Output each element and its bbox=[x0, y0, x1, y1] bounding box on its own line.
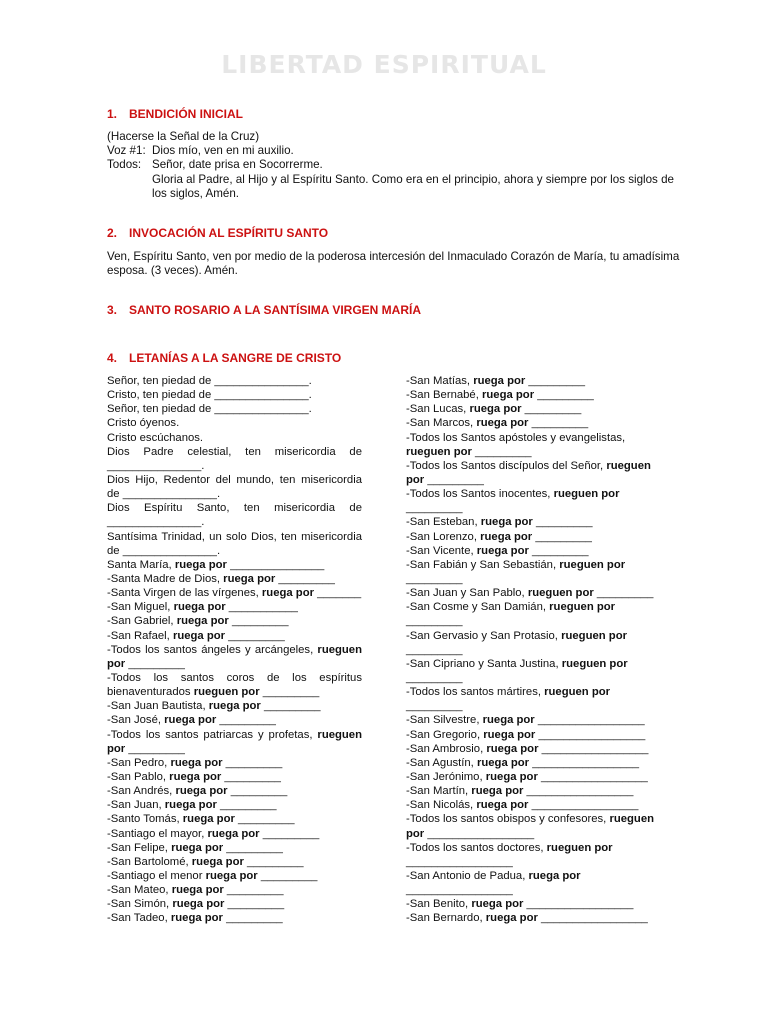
section-heading-rosario bbox=[107, 303, 421, 317]
litany-line bbox=[406, 402, 656, 416]
litany-line bbox=[406, 416, 656, 430]
fill-blank: _________ bbox=[259, 686, 320, 699]
litany-line bbox=[107, 855, 362, 869]
litany-response: ruega por bbox=[182, 813, 235, 826]
fill-blank: _________________ bbox=[528, 799, 639, 812]
litany-text: -San Gregorio, bbox=[406, 728, 484, 741]
fill-blank: _________ bbox=[222, 912, 283, 925]
litany-text: -San Bernardo, bbox=[406, 912, 486, 925]
litany-line bbox=[406, 544, 656, 558]
litany-line bbox=[107, 416, 362, 430]
litany-text: -San José, bbox=[107, 714, 165, 727]
litany-text: -San Pedro, bbox=[107, 756, 171, 769]
litany-response: ruega por bbox=[170, 912, 223, 925]
litany-line bbox=[107, 643, 362, 657]
litany-response: ruega por bbox=[261, 587, 315, 600]
fill-blank: _________ bbox=[528, 417, 589, 430]
litany-response: ruega por bbox=[483, 728, 536, 741]
litany-line bbox=[107, 812, 362, 826]
litany-text: -San Antonio de Padua, bbox=[406, 869, 529, 882]
fill-blank: _________ bbox=[125, 742, 185, 755]
litany-text: -Todos los santos doctores, bbox=[406, 841, 547, 854]
litany-text: -Santa Virgen de las vírgenes, bbox=[107, 587, 262, 600]
litany-right-column bbox=[406, 374, 656, 925]
litany-text: Dios Hijo, Redentor del mundo, ten misericordia bbox=[107, 473, 362, 486]
litany-line bbox=[107, 544, 362, 558]
litany-text: Dios Espíritu Santo, ten misericordia de bbox=[107, 502, 362, 515]
litany-line bbox=[406, 629, 656, 643]
litany-text: -San Esteban, bbox=[406, 516, 481, 529]
litany-response: ruega por bbox=[169, 770, 222, 783]
gloria-line-2: los siglos, Amén. bbox=[152, 187, 239, 200]
litany-line bbox=[107, 431, 362, 445]
litany-text: -Todos los santos coros de los espíritus bbox=[107, 671, 362, 684]
litany-text: _________ bbox=[406, 615, 463, 628]
litany-line bbox=[406, 784, 656, 798]
section-number: 1. bbox=[107, 107, 118, 121]
litany-text: -San Juan, bbox=[107, 799, 165, 812]
litany-response: ruega por bbox=[485, 770, 538, 783]
litany-line bbox=[107, 869, 362, 883]
fill-blank: _________ bbox=[216, 799, 277, 812]
page-title: LIBERTAD ESPIRITUAL bbox=[221, 50, 547, 79]
fill-blank: _________________ bbox=[523, 785, 634, 798]
litany-text: -San Juan y San Pablo, bbox=[406, 587, 528, 600]
litany-text: _________ bbox=[406, 671, 463, 684]
todos-line bbox=[107, 158, 323, 172]
litany-line bbox=[406, 374, 656, 388]
litany-text: -San Cosme y San Damián, bbox=[406, 601, 550, 614]
fill-blank: _________ bbox=[275, 572, 335, 585]
litany-line bbox=[107, 841, 362, 855]
litany-line bbox=[107, 459, 362, 473]
litany-response: rueguen bbox=[317, 643, 362, 656]
fill-blank: _________ bbox=[257, 869, 318, 882]
fill-blank: _________________ bbox=[537, 912, 648, 925]
litany-response: ruega por bbox=[175, 785, 228, 798]
litany-line bbox=[107, 388, 362, 402]
litany-line bbox=[406, 770, 656, 784]
litany-text: Cristo óyenos. bbox=[107, 417, 180, 430]
fill-blank: _________ bbox=[227, 785, 288, 798]
litany-line bbox=[107, 742, 362, 756]
litany-text: _________ bbox=[406, 643, 463, 656]
litany-line bbox=[107, 728, 362, 742]
litany-response: rueguen por bbox=[546, 841, 613, 854]
litany-text: -San Gabriel, bbox=[107, 615, 177, 628]
litany-text: -San Ambrosio, bbox=[406, 742, 487, 755]
litany-line bbox=[406, 558, 656, 572]
fill-blank: _________ bbox=[593, 587, 654, 600]
fill-blank: _________________ bbox=[534, 714, 645, 727]
litany-line bbox=[107, 798, 362, 812]
litany-line bbox=[406, 897, 656, 911]
litany-line bbox=[107, 699, 362, 713]
litany-line bbox=[406, 742, 656, 756]
litany-line bbox=[406, 841, 656, 855]
litany-text: -San Felipe, bbox=[107, 841, 172, 854]
litany-response: ruega por bbox=[476, 417, 529, 430]
litany-response: ruega por bbox=[473, 375, 526, 387]
litany-line bbox=[406, 501, 656, 515]
litany-text: -Todos los Santos apóstoles y evangelistas, bbox=[406, 431, 626, 444]
section-number: 4. bbox=[107, 351, 118, 365]
litany-text: -San Fabián y San Sebastián, bbox=[406, 558, 560, 571]
litany-response: ruega por bbox=[171, 841, 224, 854]
fill-blank: _________________ bbox=[537, 770, 648, 783]
litany-line bbox=[107, 671, 362, 685]
fill-blank: _________ bbox=[223, 884, 284, 897]
litany-line bbox=[406, 869, 656, 883]
litany-text: -San Matías, bbox=[406, 375, 474, 387]
fill-blank: _________ bbox=[234, 813, 295, 826]
litany-text: -San Bernabé, bbox=[406, 389, 482, 402]
fill-blank: _________ bbox=[260, 700, 321, 713]
litany-response: ruega por bbox=[164, 799, 217, 812]
litany-text: Dios Padre celestial, ten misericordia de bbox=[107, 445, 362, 458]
fill-blank: _________ bbox=[259, 827, 320, 840]
litany-response: ruega por bbox=[528, 869, 581, 882]
litany-response: por bbox=[107, 742, 126, 755]
litany-text: de _______________. bbox=[107, 544, 221, 557]
voz-label: Voz #1: bbox=[107, 144, 146, 157]
litany-line bbox=[406, 756, 656, 770]
litany-text: -San Marcos, bbox=[406, 417, 477, 430]
fill-blank: _________ bbox=[521, 403, 582, 416]
litany-response: ruega por bbox=[482, 389, 535, 402]
fill-blank: _________ bbox=[228, 615, 289, 628]
litany-response: ruega por bbox=[174, 558, 227, 571]
fill-blank: _________ bbox=[216, 714, 276, 727]
litany-line bbox=[107, 614, 362, 628]
litany-text: Señor, ten piedad de _______________. bbox=[107, 403, 312, 416]
litany-line bbox=[406, 657, 656, 671]
fill-blank: _________ bbox=[225, 629, 285, 642]
litany-response: rueguen por bbox=[553, 488, 620, 501]
litany-line bbox=[107, 657, 362, 671]
litany-text: -San Lorenzo, bbox=[406, 530, 481, 543]
litany-text: -San Silvestre, bbox=[406, 714, 483, 727]
section-title: BENDICIÓN INICIAL bbox=[129, 107, 243, 121]
litany-response: rueguen por bbox=[549, 601, 616, 614]
litany-response: ruega por bbox=[176, 615, 229, 628]
gloria-line-1: Gloria al Padre, al Hijo y al Espíritu Santo. Como era en el principio, ahora y siempre por los siglos de bbox=[152, 173, 674, 186]
litany-text: -San Rafael, bbox=[107, 629, 173, 642]
litany-line bbox=[406, 487, 656, 501]
litany-line bbox=[107, 784, 362, 798]
fill-blank: _________ bbox=[525, 375, 585, 387]
section-heading-invocacion bbox=[107, 226, 328, 240]
fill-blank: _________ bbox=[471, 445, 532, 458]
litany-line bbox=[406, 827, 656, 841]
litany-response: rueguen por bbox=[561, 629, 627, 642]
litany-response: ruega por bbox=[476, 544, 529, 557]
litany-text: _________________ bbox=[406, 855, 513, 868]
fill-blank: _________ bbox=[223, 841, 283, 854]
litany-line bbox=[406, 388, 656, 402]
section-heading-letanias bbox=[107, 351, 341, 365]
litany-line bbox=[406, 671, 656, 685]
litany-response: ruega por bbox=[480, 516, 533, 529]
litany-line bbox=[107, 558, 362, 572]
litany-response: ruega por bbox=[480, 530, 533, 543]
voz-text: Dios mío, ven en mi auxilio. bbox=[152, 144, 294, 157]
fill-blank: _______ bbox=[314, 587, 362, 600]
litany-text: -San Mateo, bbox=[107, 884, 172, 897]
litany-response: rueguen por bbox=[193, 686, 260, 699]
litany-text: -San Bartolomé, bbox=[107, 855, 192, 868]
litany-line bbox=[107, 629, 362, 643]
litany-line bbox=[406, 699, 656, 713]
litany-response: ruega por bbox=[170, 756, 223, 769]
litany-text: _______________. bbox=[107, 516, 205, 529]
fill-blank: _______________ bbox=[226, 558, 325, 571]
fill-blank: _________ bbox=[532, 530, 592, 543]
litany-response: ruega por bbox=[173, 601, 226, 614]
litany-line bbox=[107, 600, 362, 614]
litany-response: ruega por bbox=[172, 629, 226, 642]
litany-line bbox=[107, 756, 362, 770]
litany-line bbox=[107, 897, 362, 911]
litany-text: -Santa Madre de Dios, bbox=[107, 572, 224, 585]
litany-text: -Todos los Santos inocentes, bbox=[406, 488, 554, 501]
litany-response: ruega por bbox=[205, 869, 258, 882]
litany-response: rueguen por bbox=[527, 587, 594, 600]
litany-text: _________ bbox=[406, 572, 463, 585]
litany-line bbox=[406, 614, 656, 628]
voz-line bbox=[107, 144, 294, 158]
litany-text: _________ bbox=[406, 502, 463, 515]
litany-text: -Todos los Santos discípulos del Señor, bbox=[406, 459, 607, 472]
litany-response: rueguen por bbox=[544, 686, 611, 699]
litany-text: -San Gervasio y San Protasio, bbox=[406, 629, 562, 642]
litany-line bbox=[406, 685, 656, 699]
litany-response: ruega por bbox=[172, 898, 225, 911]
fill-blank: _________ bbox=[528, 544, 589, 557]
litany-line bbox=[107, 374, 362, 388]
litany-response: ruega por bbox=[486, 742, 539, 755]
litany-line bbox=[107, 713, 362, 727]
fill-blank: _________ bbox=[125, 657, 185, 670]
litany-response: rueguen bbox=[317, 728, 362, 741]
litany-line bbox=[107, 827, 362, 841]
litany-response: rueguen por bbox=[561, 657, 628, 670]
fill-blank: ___________ bbox=[225, 601, 298, 614]
litany-line bbox=[406, 713, 656, 727]
litany-line bbox=[107, 586, 362, 600]
fill-blank: _________________ bbox=[538, 742, 649, 755]
litany-response: por bbox=[107, 657, 126, 670]
fill-blank: _________________ bbox=[424, 827, 535, 840]
litany-line bbox=[107, 473, 362, 487]
litany-line bbox=[406, 459, 656, 473]
section-number: 3. bbox=[107, 303, 118, 317]
litany-line bbox=[107, 501, 362, 515]
invocacion-line-1: Ven, Espíritu Santo, ven por medio de la poderosa intercesión del Inmaculado Corazón de María, tu amadísima bbox=[107, 250, 680, 263]
litany-response: ruega por bbox=[171, 884, 224, 897]
litany-line bbox=[406, 728, 656, 742]
fill-blank: _________________ bbox=[523, 898, 634, 911]
fill-blank: _________________ bbox=[535, 728, 646, 741]
litany-text: -Todos los santos mártires, bbox=[406, 686, 545, 699]
litany-response: ruega por bbox=[207, 827, 260, 840]
litany-line bbox=[406, 812, 656, 826]
litany-text: -San Andrés, bbox=[107, 785, 176, 798]
litany-text: -San Martín, bbox=[406, 785, 472, 798]
fill-blank: _________ bbox=[222, 756, 283, 769]
litany-response: ruega por bbox=[485, 912, 538, 925]
litany-response: por bbox=[406, 473, 425, 486]
litany-line bbox=[107, 445, 362, 459]
litany-text: bienaventurados bbox=[107, 686, 194, 699]
litany-text: -San Jerónimo, bbox=[406, 770, 486, 783]
fill-blank: _________ bbox=[243, 855, 304, 868]
litany-response: ruega por bbox=[223, 572, 276, 585]
litany-line bbox=[406, 431, 656, 445]
todos-text: Señor, date prisa en Socorrerme. bbox=[152, 158, 323, 171]
litany-line bbox=[107, 572, 362, 586]
litany-response: ruega por bbox=[164, 714, 217, 727]
litany-text: -Todos los santos patriarcas y profetas, bbox=[107, 728, 318, 741]
litany-line bbox=[406, 883, 656, 897]
litany-text: Santísima Trinidad, un solo Dios, ten misericordia bbox=[107, 530, 362, 543]
fill-blank: _________ bbox=[221, 770, 281, 783]
invocacion-line-2: esposa. (3 veces). Amén. bbox=[107, 264, 238, 277]
litany-text: Señor, ten piedad de _______________. bbox=[107, 375, 312, 387]
litany-text: _______________. bbox=[107, 459, 205, 472]
litany-line bbox=[406, 643, 656, 657]
litany-response: ruega por bbox=[471, 785, 524, 798]
litany-line bbox=[406, 911, 656, 925]
todos-label: Todos: bbox=[107, 158, 142, 171]
litany-text: -San Cipriano y Santa Justina, bbox=[406, 657, 562, 670]
litany-line bbox=[107, 770, 362, 784]
litany-response: ruega por bbox=[476, 799, 529, 812]
section-title: LETANÍAS A LA SANGRE DE CRISTO bbox=[129, 351, 342, 365]
litany-response: rueguen por bbox=[559, 558, 626, 571]
litany-text: -San Tadeo, bbox=[107, 912, 171, 925]
litany-line bbox=[107, 883, 362, 897]
section-number: 2. bbox=[107, 226, 118, 240]
litany-text: -San Nicolás, bbox=[406, 799, 477, 812]
litany-text: -Todos los santos obispos y confesores, bbox=[406, 813, 610, 826]
fill-blank: _________ bbox=[532, 516, 593, 529]
litany-text: -San Simón, bbox=[107, 898, 173, 911]
litany-line bbox=[107, 530, 362, 544]
section-title: SANTO ROSARIO A LA SANTÍSIMA VIRGEN MARÍA bbox=[129, 303, 422, 317]
litany-line bbox=[406, 798, 656, 812]
fill-blank: _________________ bbox=[529, 756, 640, 769]
fill-blank: _________ bbox=[424, 473, 484, 486]
litany-text: Cristo escúchanos. bbox=[107, 431, 204, 444]
litany-text: Santa María, bbox=[107, 558, 175, 571]
litany-response: por bbox=[406, 827, 425, 840]
litany-response: ruega por bbox=[471, 898, 524, 911]
litany-response: ruega por bbox=[482, 714, 535, 727]
litany-line bbox=[406, 515, 656, 529]
litany-text: -San Pablo, bbox=[107, 770, 170, 783]
litany-line bbox=[107, 487, 362, 501]
fill-blank: _________ bbox=[224, 898, 285, 911]
litany-text: -Santiago el menor bbox=[107, 869, 206, 882]
litany-line bbox=[107, 402, 362, 416]
litany-response: rueguen bbox=[606, 459, 651, 472]
litany-line bbox=[406, 445, 656, 459]
litany-line bbox=[107, 685, 362, 699]
litany-text: -Santo Tomás, bbox=[107, 813, 183, 826]
litany-text: Cristo, ten piedad de _______________. bbox=[107, 389, 312, 402]
litany-response: ruega por bbox=[469, 403, 522, 416]
litany-text: -Todos los santos ángeles y arcángeles, bbox=[107, 643, 318, 656]
litany-text: -San Miguel, bbox=[107, 601, 174, 614]
litany-text: _________________ bbox=[406, 884, 513, 897]
litany-left-column bbox=[107, 374, 362, 925]
litany-line bbox=[406, 855, 656, 869]
litany-text: -San Juan Bautista, bbox=[107, 700, 209, 713]
litany-response: ruega por bbox=[191, 855, 244, 868]
litany-text: de _______________. bbox=[107, 488, 221, 501]
litany-response: rueguen bbox=[609, 813, 655, 826]
litany-text: -San Lucas, bbox=[406, 403, 470, 416]
litany-text: -San Vicente, bbox=[406, 544, 477, 557]
litany-line bbox=[406, 572, 656, 586]
litany-line bbox=[406, 530, 656, 544]
litany-line bbox=[107, 515, 362, 529]
section-heading-bendicion bbox=[107, 107, 243, 121]
litany-text: -Santiago el mayor, bbox=[107, 827, 208, 840]
litany-text: -San Benito, bbox=[406, 898, 472, 911]
fill-blank: _________ bbox=[534, 389, 594, 402]
litany-line bbox=[406, 600, 656, 614]
litany-response: ruega por bbox=[476, 756, 530, 769]
litany-text: _________ bbox=[406, 700, 463, 713]
litany-line bbox=[107, 911, 362, 925]
cross-instruction: (Hacerse la Señal de la Cruz) bbox=[107, 130, 260, 143]
litany-line bbox=[406, 586, 656, 600]
litany-text: -San Agustín, bbox=[406, 756, 477, 769]
litany-response: rueguen por bbox=[406, 445, 472, 458]
section-title: INVOCACIÓN AL ESPÍRITU SANTO bbox=[129, 226, 329, 240]
litany-line bbox=[406, 473, 656, 487]
litany-response: ruega por bbox=[208, 700, 261, 713]
